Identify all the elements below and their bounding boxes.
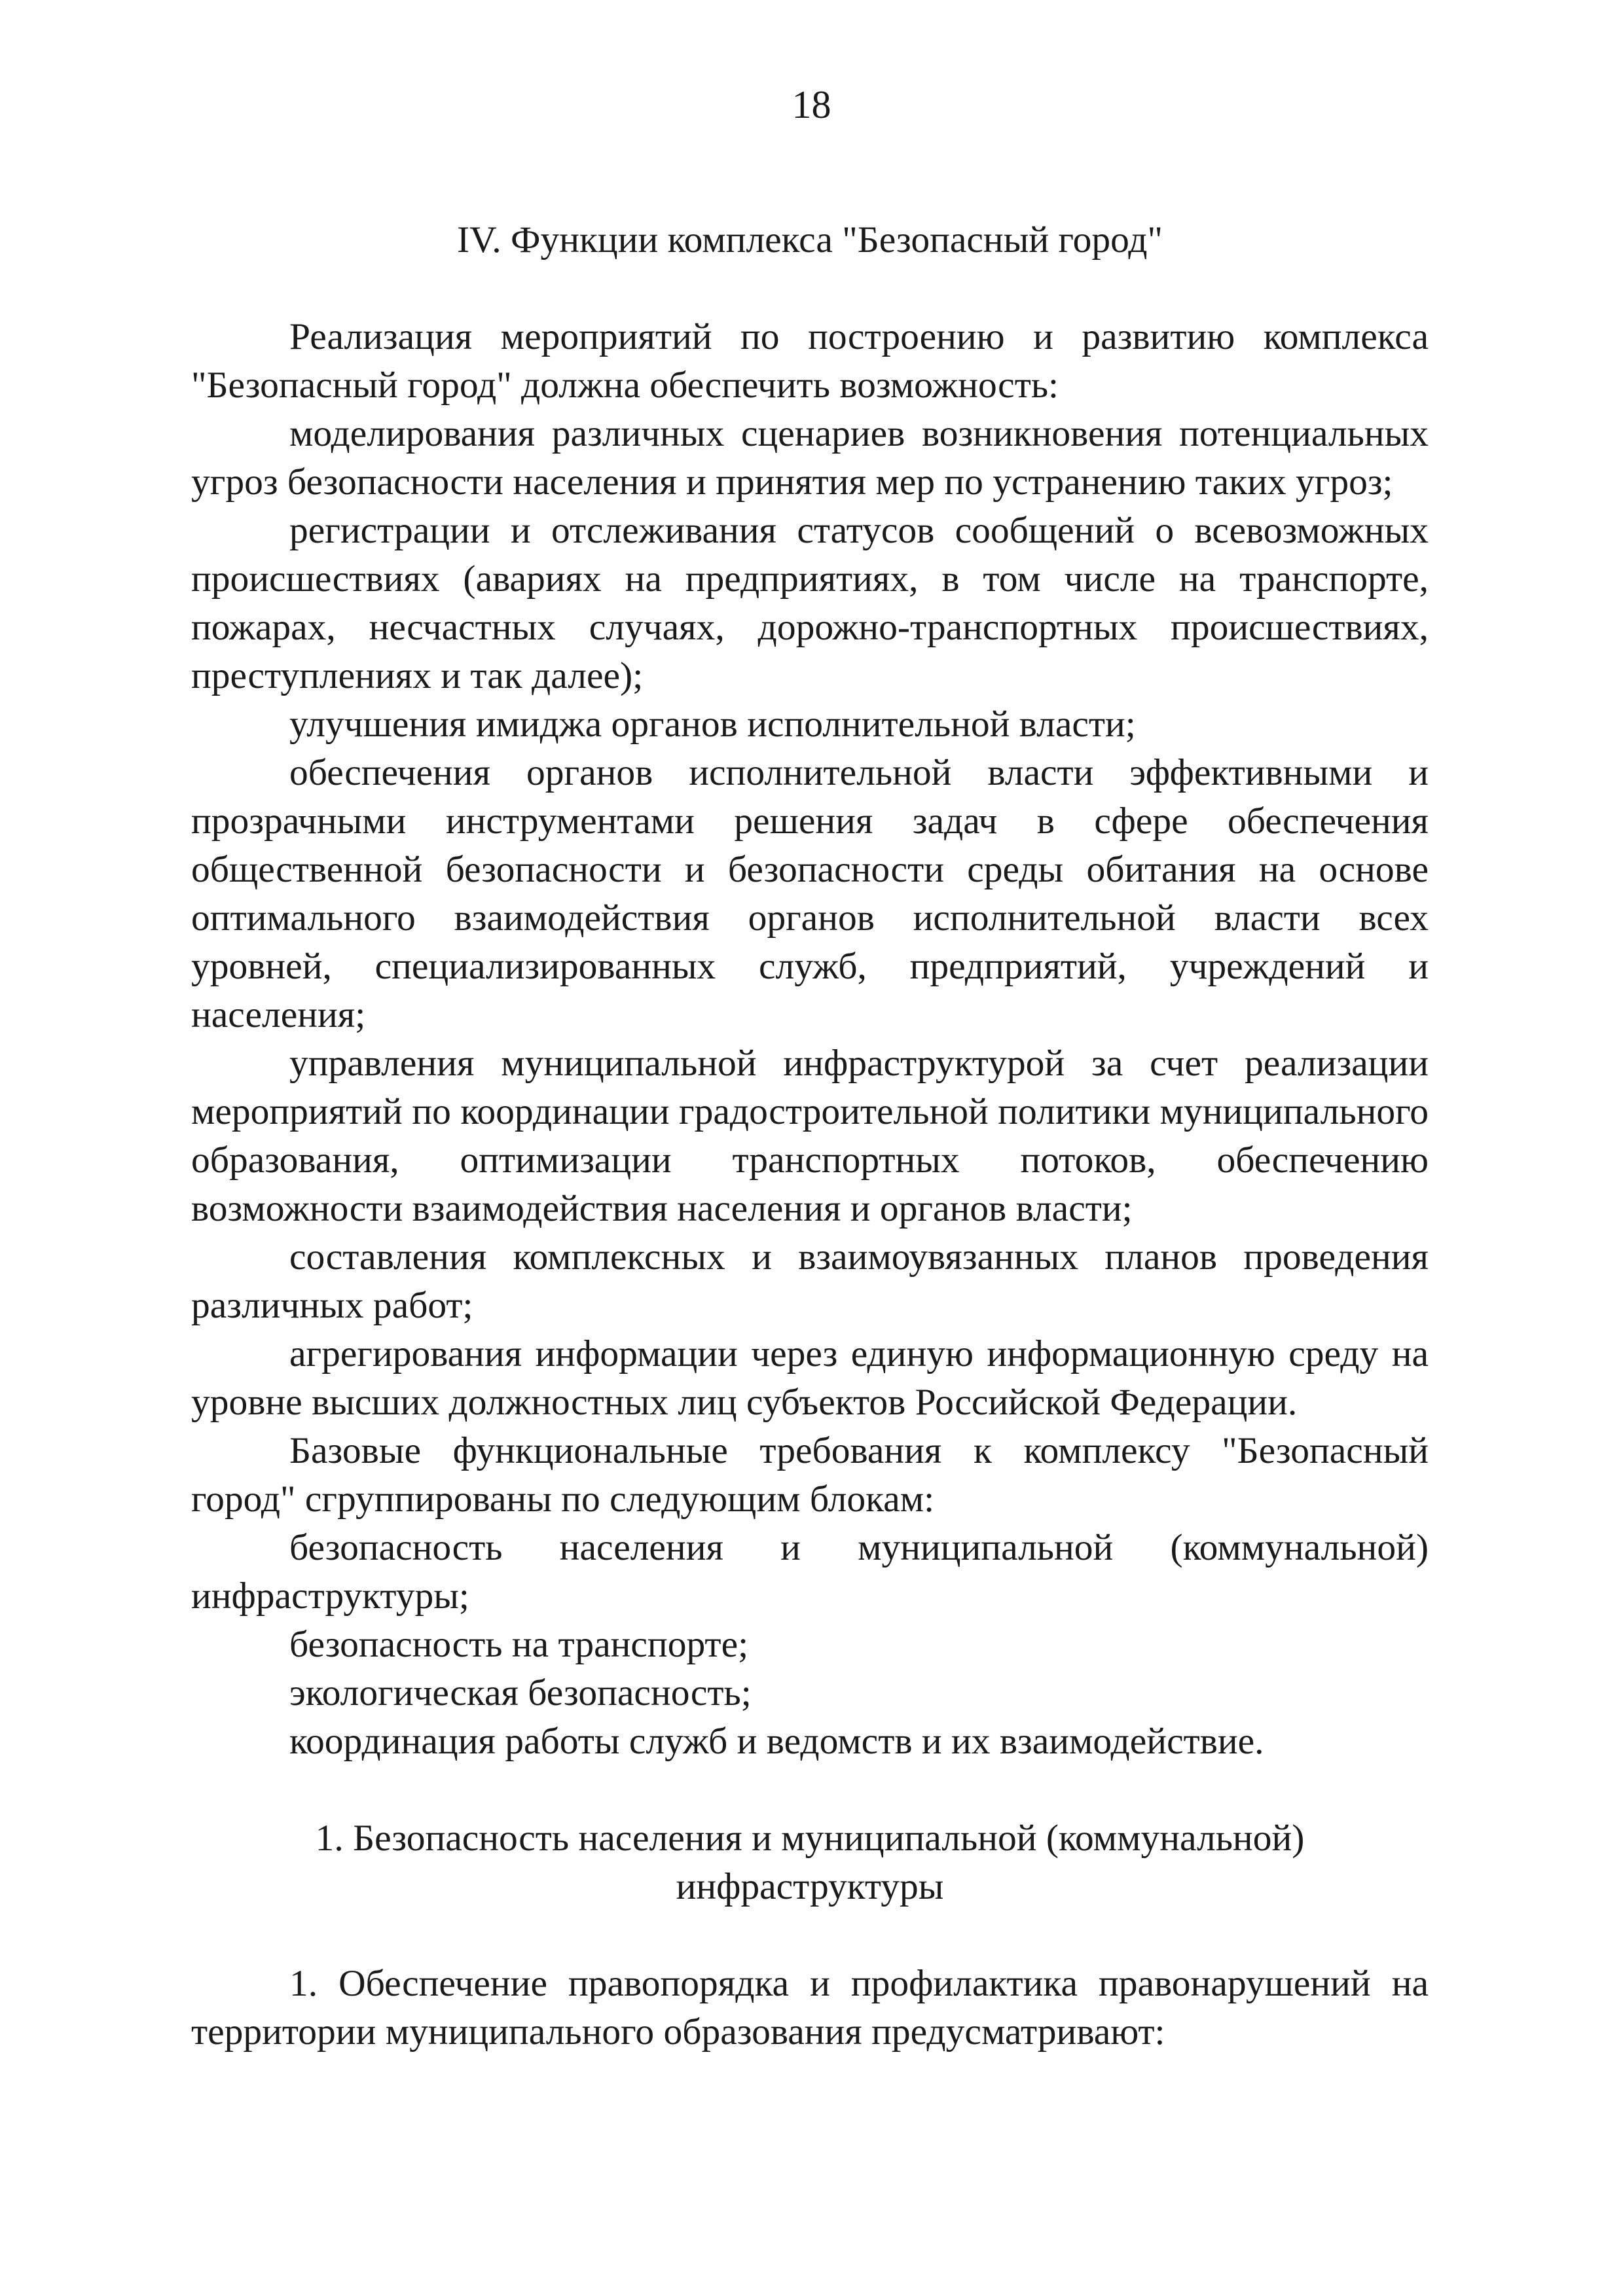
paragraph-block-transport: безопасность на транспорте; (289, 1624, 749, 1665)
page-number: 18 (792, 83, 831, 126)
paragraph-law-enforcement: 1. Обеспечение правопорядка и профилактика правонарушений на территории муниципального образования предусматривают: (191, 1963, 1429, 2053)
subsection-title-line1: 1. Безопасность населения и муниципальной (коммунальной) (315, 1818, 1305, 1859)
paragraph-image: улучшения имиджа органов исполнительной власти; (289, 704, 1136, 745)
paragraph-aggregation: агрегирования информации через единую информационную среду на уровне высших должностных лиц субъектов Российской Федерации. (191, 1333, 1429, 1423)
subsection-title (191, 1814, 1429, 1911)
subsection-title-line2: инфраструктуры (676, 1866, 944, 1907)
paragraph-block-population: безопасность населения и муниципальной (коммунальной) инфраструктуры; (191, 1527, 1429, 1617)
paragraph-intro: Реализация мероприятий по построению и развитию комплекса "Безопасный город" должна обеспечить возможность: (191, 316, 1429, 406)
paragraph-block-coordination: координация работы служб и ведомств и их взаимодействие. (289, 1721, 1264, 1762)
paragraph-registration: регистрации и отслеживания статусов сообщений о всевозможных происшествиях (авариях на предприятиях, в том числе на транспорте, пожарах, несчастных случаях, дорожно-транспортных происшествиях, преступлениях и так далее); (191, 510, 1429, 696)
paragraph-tools: обеспечения органов исполнительной власти эффективными и прозрачными инструментами решения задач в сфере обеспечения общественной безопасности и безопасности среды обитания на основе оптимального взаимодействия органов исполнительной власти всех уровней, специализированных служб, предприятий, учреждений и населения; (191, 752, 1429, 1035)
paragraph-plans: составления комплексных и взаимоувязанных планов проведения различных работ; (191, 1236, 1429, 1326)
paragraph-block-ecology: экологическая безопасность; (289, 1672, 752, 1713)
paragraph-modeling: моделирования различных сценариев возникновения потенциальных угроз безопасности населения и принятия мер по устранению таких угроз; (191, 413, 1429, 503)
paragraph-requirements: Базовые функциональные требования к комплексу "Безопасный город" сгруппированы по следующим блокам: (191, 1430, 1429, 1520)
paragraph-infrastructure: управления муниципальной инфраструктурой за счет реализации мероприятий по координации градостроительной политики муниципального образования, оптимизации транспортных потоков, обеспечению возможности взаимодействия населения и органов власти; (191, 1043, 1429, 1229)
section-title: IV. Функции комплекса "Безопасный город" (457, 219, 1163, 260)
document-body (191, 216, 1429, 2056)
